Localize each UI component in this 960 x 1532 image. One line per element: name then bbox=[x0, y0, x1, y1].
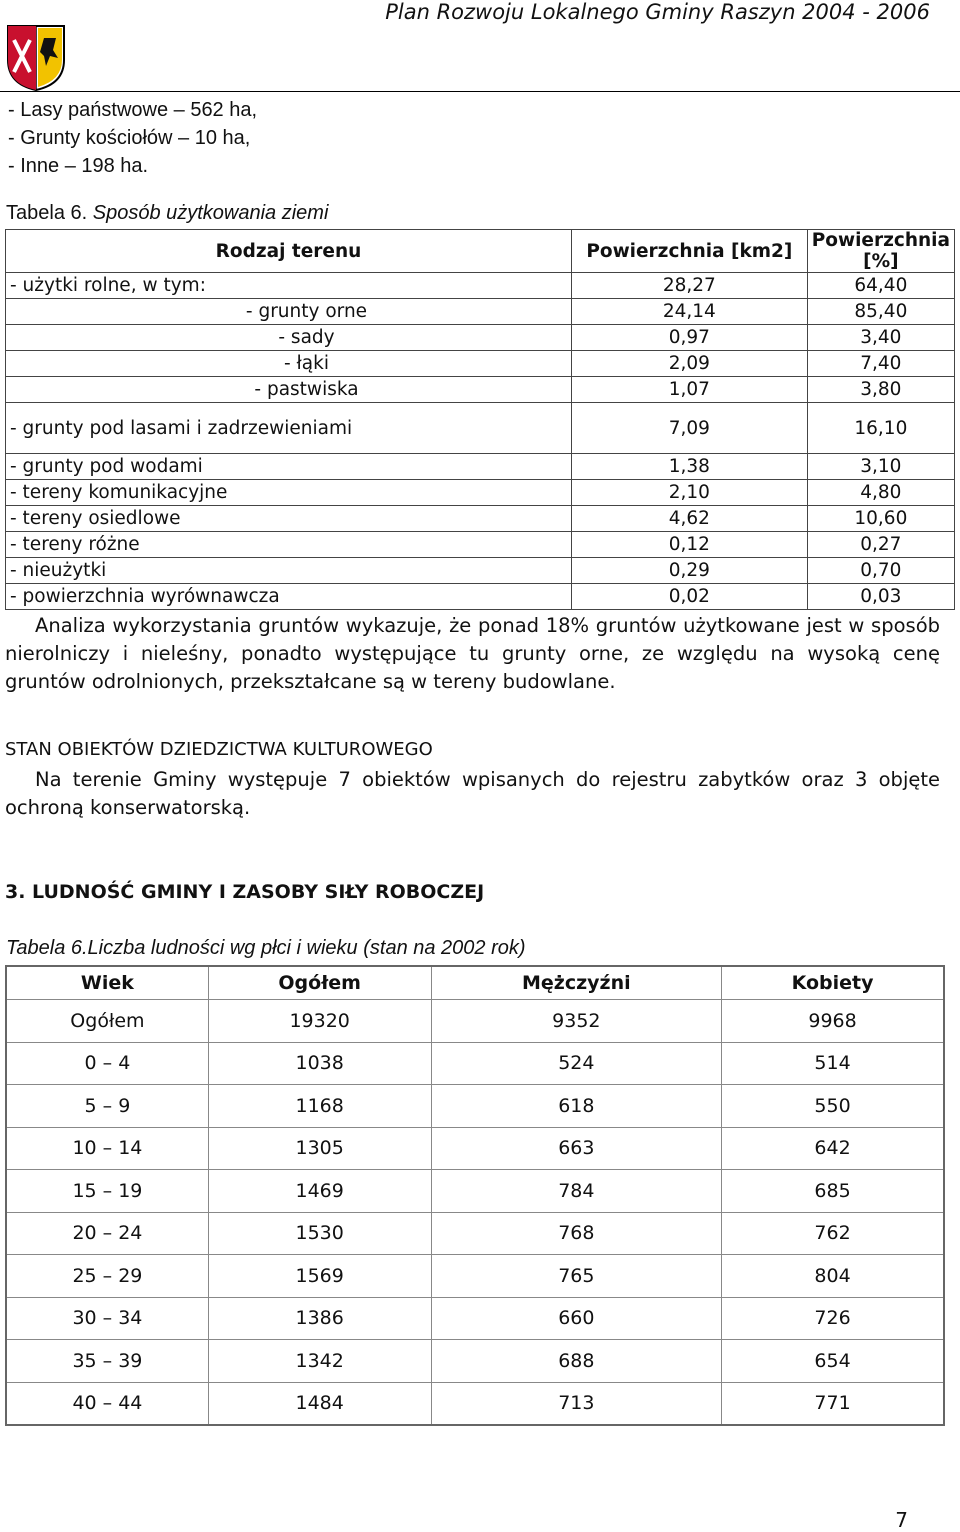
age-group-cell: 5 – 9 bbox=[6, 1085, 208, 1128]
land-type-cell: - grunty pod lasami i zadrzewieniami bbox=[6, 403, 572, 454]
age-group-cell: Ogółem bbox=[6, 1000, 208, 1043]
women-cell: 771 bbox=[722, 1382, 944, 1425]
table-row bbox=[6, 403, 955, 454]
table-row bbox=[6, 299, 955, 325]
table-row bbox=[6, 1382, 944, 1425]
total-cell: 1305 bbox=[208, 1127, 431, 1170]
land-type-cell: - powierzchnia wyrównawcza bbox=[6, 584, 572, 610]
page-number: 7 bbox=[895, 1508, 908, 1532]
age-group-cell: 0 – 4 bbox=[6, 1042, 208, 1085]
area-km2-cell: 0,29 bbox=[571, 558, 807, 584]
land-type-cell: - tereny różne bbox=[6, 532, 572, 558]
table-row bbox=[6, 325, 955, 351]
header-divider bbox=[0, 91, 960, 92]
land-type-cell: - łąki bbox=[6, 351, 572, 377]
population-table bbox=[5, 965, 945, 1426]
heritage-heading: STAN OBIEKTÓW DZIEDZICTWA KULTUROWEGO bbox=[5, 739, 433, 760]
land-type-cell: - grunty pod wodami bbox=[6, 454, 572, 480]
men-cell: 663 bbox=[431, 1127, 722, 1170]
bullet-church-land: - Grunty kościołów – 10 ha, bbox=[8, 127, 251, 149]
area-km2-cell: 2,10 bbox=[571, 480, 807, 506]
table2-caption: Tabela 6.Liczba ludności wg płci i wieku (stan na 2002 rok) bbox=[6, 937, 526, 959]
age-group-cell: 10 – 14 bbox=[6, 1127, 208, 1170]
women-cell: 762 bbox=[722, 1212, 944, 1255]
area-pct-cell: 3,80 bbox=[807, 377, 954, 403]
total-cell: 1386 bbox=[208, 1297, 431, 1340]
area-km2-cell: 0,97 bbox=[571, 325, 807, 351]
land-use-analysis-text: Analiza wykorzystania gruntów wykazuje, że ponad 18% gruntów użytkowane jest w sposób nierolniczy i nieleśny, ponadto występujące tu grunty orne, ze względu na wysoką cenę gruntów odrolnionych, przekształcane są w tereny budowlane. bbox=[5, 614, 940, 693]
table-row bbox=[6, 558, 955, 584]
men-cell: 784 bbox=[431, 1170, 722, 1213]
table-row bbox=[6, 1000, 944, 1043]
area-km2-cell: 24,14 bbox=[571, 299, 807, 325]
age-group-cell: 30 – 34 bbox=[6, 1297, 208, 1340]
table-row bbox=[6, 1212, 944, 1255]
women-cell: 514 bbox=[722, 1042, 944, 1085]
total-cell: 1484 bbox=[208, 1382, 431, 1425]
table2-header-men: Mężczyźni bbox=[431, 966, 722, 1000]
table2-header-age: Wiek bbox=[6, 966, 208, 1000]
table-row bbox=[6, 377, 955, 403]
total-cell: 1569 bbox=[208, 1255, 431, 1298]
men-cell: 688 bbox=[431, 1340, 722, 1383]
women-cell: 550 bbox=[722, 1085, 944, 1128]
table1-header-pct: Powierzchnia [%] bbox=[807, 230, 954, 273]
bullet-other-land: - Inne – 198 ha. bbox=[8, 155, 149, 177]
area-pct-cell: 3,40 bbox=[807, 325, 954, 351]
area-pct-cell: 0,03 bbox=[807, 584, 954, 610]
table-row bbox=[6, 1085, 944, 1128]
area-pct-cell: 64,40 bbox=[807, 273, 954, 299]
total-cell: 1530 bbox=[208, 1212, 431, 1255]
area-pct-cell: 10,60 bbox=[807, 506, 954, 532]
table-row bbox=[6, 351, 955, 377]
total-cell: 19320 bbox=[208, 1000, 431, 1043]
age-group-cell: 40 – 44 bbox=[6, 1382, 208, 1425]
men-cell: 713 bbox=[431, 1382, 722, 1425]
age-group-cell: 25 – 29 bbox=[6, 1255, 208, 1298]
table1-header-km2: Powierzchnia [km2] bbox=[571, 230, 807, 273]
women-cell: 9968 bbox=[722, 1000, 944, 1043]
land-type-cell: - pastwiska bbox=[6, 377, 572, 403]
area-km2-cell: 7,09 bbox=[571, 403, 807, 454]
table1-header-type: Rodzaj terenu bbox=[6, 230, 572, 273]
men-cell: 660 bbox=[431, 1297, 722, 1340]
men-cell: 9352 bbox=[431, 1000, 722, 1043]
area-km2-cell: 0,12 bbox=[571, 532, 807, 558]
table1-caption-title: Sposób użytkowania ziemi bbox=[92, 202, 329, 224]
table-row bbox=[6, 1170, 944, 1213]
area-pct-cell: 3,10 bbox=[807, 454, 954, 480]
men-cell: 618 bbox=[431, 1085, 722, 1128]
table1-caption-prefix: Tabela 6. bbox=[6, 202, 93, 224]
section3-heading: 3. LUDNOŚĆ GMINY I ZASOBY SIŁY ROBOCZEJ bbox=[5, 881, 485, 903]
table-row bbox=[6, 480, 955, 506]
table1-caption bbox=[6, 200, 328, 226]
table-row bbox=[6, 1255, 944, 1298]
area-pct-cell: 4,80 bbox=[807, 480, 954, 506]
table-row bbox=[6, 1042, 944, 1085]
table2-header-total: Ogółem bbox=[208, 966, 431, 1000]
women-cell: 726 bbox=[722, 1297, 944, 1340]
land-use-table bbox=[5, 229, 955, 610]
land-type-cell: - tereny osiedlowe bbox=[6, 506, 572, 532]
land-type-cell: - tereny komunikacyjne bbox=[6, 480, 572, 506]
bullet-state-forests: - Lasy państwowe – 562 ha, bbox=[8, 99, 258, 121]
age-group-cell: 20 – 24 bbox=[6, 1212, 208, 1255]
women-cell: 804 bbox=[722, 1255, 944, 1298]
table-row bbox=[6, 1297, 944, 1340]
table-row bbox=[6, 532, 955, 558]
table-row bbox=[6, 1127, 944, 1170]
area-pct-cell: 16,10 bbox=[807, 403, 954, 454]
land-type-cell: - sady bbox=[6, 325, 572, 351]
age-group-cell: 15 – 19 bbox=[6, 1170, 208, 1213]
area-km2-cell: 28,27 bbox=[571, 273, 807, 299]
table-row bbox=[6, 584, 955, 610]
table-row bbox=[6, 1340, 944, 1383]
table-row bbox=[6, 454, 955, 480]
women-cell: 642 bbox=[722, 1127, 944, 1170]
area-km2-cell: 1,07 bbox=[571, 377, 807, 403]
total-cell: 1342 bbox=[208, 1340, 431, 1383]
table-row bbox=[6, 506, 955, 532]
age-group-cell: 35 – 39 bbox=[6, 1340, 208, 1383]
page-header-title: Plan Rozwoju Lokalnego Gminy Raszyn 2004 - 2006 bbox=[385, 0, 930, 24]
coat-of-arms-icon bbox=[4, 22, 68, 92]
area-km2-cell: 1,38 bbox=[571, 454, 807, 480]
area-km2-cell: 0,02 bbox=[571, 584, 807, 610]
men-cell: 765 bbox=[431, 1255, 722, 1298]
men-cell: 768 bbox=[431, 1212, 722, 1255]
land-type-cell: - użytki rolne, w tym: bbox=[6, 273, 572, 299]
women-cell: 654 bbox=[722, 1340, 944, 1383]
heritage-text: Na terenie Gminy występuje 7 obiektów wpisanych do rejestru zabytków oraz 3 objęte ochroną konserwatorską. bbox=[5, 768, 940, 819]
women-cell: 685 bbox=[722, 1170, 944, 1213]
table-row bbox=[6, 273, 955, 299]
area-km2-cell: 4,62 bbox=[571, 506, 807, 532]
area-pct-cell: 7,40 bbox=[807, 351, 954, 377]
total-cell: 1469 bbox=[208, 1170, 431, 1213]
land-type-cell: - grunty orne bbox=[6, 299, 572, 325]
table2-header-women: Kobiety bbox=[722, 966, 944, 1000]
area-pct-cell: 0,70 bbox=[807, 558, 954, 584]
men-cell: 524 bbox=[431, 1042, 722, 1085]
area-km2-cell: 2,09 bbox=[571, 351, 807, 377]
total-cell: 1038 bbox=[208, 1042, 431, 1085]
land-type-cell: - nieużytki bbox=[6, 558, 572, 584]
total-cell: 1168 bbox=[208, 1085, 431, 1128]
area-pct-cell: 0,27 bbox=[807, 532, 954, 558]
area-pct-cell: 85,40 bbox=[807, 299, 954, 325]
